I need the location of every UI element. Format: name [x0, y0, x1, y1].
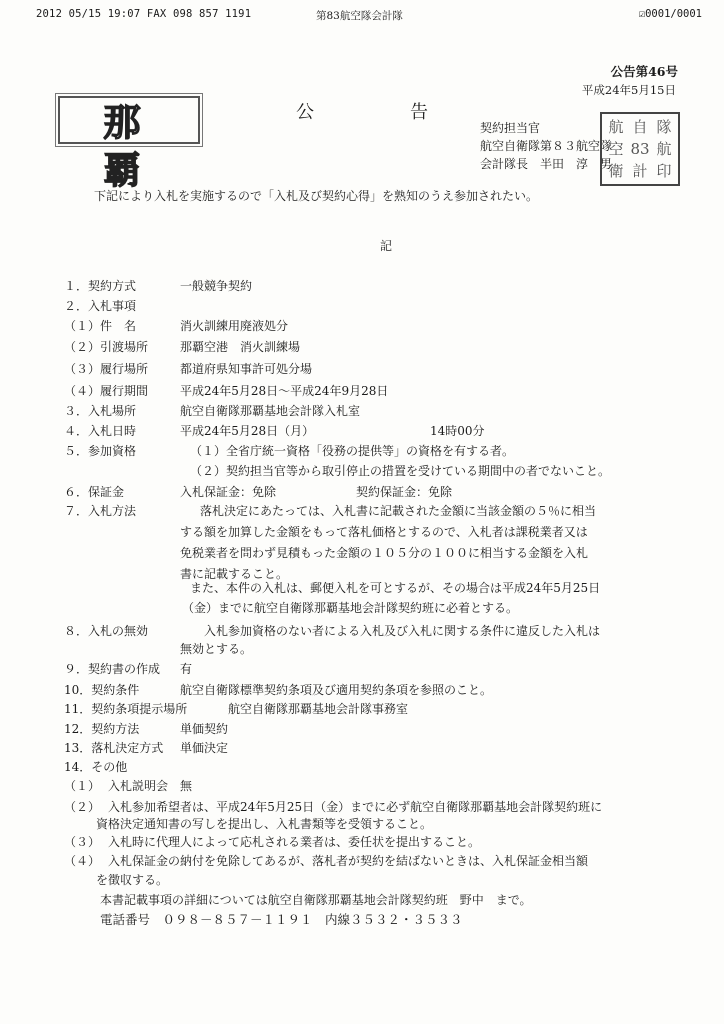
item-11-label: 11．契約条項提示場所 [64, 702, 188, 716]
item-11-value: 航空自衛隊那覇基地会計隊事務室 [228, 702, 409, 716]
item-7-line-1: 落札決定にあたっては、入札書に記載された金額に当該金額の５％に相当 [200, 504, 597, 518]
intro-text: 下記により入札を実施するので「入札及び契約心得」を熟知のうえ参加されたい。 [94, 189, 539, 203]
item-12-value: 単価契約 [180, 722, 229, 736]
item-1-value: 一般競争契約 [180, 279, 253, 293]
other-4-label: （４） [64, 854, 101, 868]
ki-heading: 記 [380, 239, 393, 253]
item-7-line-5: また、本件の入札は、郵便入札を可とするが、その場合は平成24年5月25日 [190, 581, 601, 595]
item-2-1-label: （１）件 名 [64, 319, 137, 333]
item-1-label: １．契約方式 [64, 279, 137, 293]
item-8-label: ８．入札の無効 [64, 624, 149, 638]
item-14-label: 14．その他 [64, 760, 128, 774]
other-4-line-1: 入札保証金の納付を免除してあるが、落札者が契約を結ばないときは、入札保証金相当額 [108, 854, 589, 868]
official-seal: 航 自 隊 空 83 航 衛 計 印 [600, 112, 680, 186]
official-name: 会計隊長 半田 淳 男 [480, 157, 613, 171]
official-organization: 航空自衛隊第８３航空隊 [480, 139, 613, 153]
other-1-text: 入札説明会 無 [108, 779, 193, 793]
item-6-value-1: 入札保証金：免除 [180, 485, 277, 499]
other-1-label: （１） [64, 779, 101, 793]
item-9-value: 有 [180, 662, 193, 676]
other-3-label: （３） [64, 835, 101, 849]
item-7-line-3: 免税業者を問わず見積もった金額の１０５分の１００に相当する金額を入札 [180, 546, 589, 560]
item-4-time: 14時00分 [430, 424, 485, 438]
item-4-label: ４．入札日時 [64, 424, 137, 438]
item-2-4-value: 平成24年5月28日～平成24年9月28日 [180, 384, 389, 398]
page-title: 公告 [296, 102, 524, 123]
item-2-3-value: 都道府県知事許可処分場 [180, 362, 313, 376]
item-10-label: 10．契約条件 [64, 683, 140, 697]
item-7-line-6: （金）までに航空自衛隊那覇基地会計隊契約班に必着とする。 [182, 601, 519, 615]
other-2-line-2: 資格決定通知書の写しを提出し、入札書類等を受領すること。 [96, 817, 433, 831]
contact-text: 本書記載事項の詳細については航空自衛隊那覇基地会計隊契約班 野中 まで。 [100, 893, 532, 907]
phone-number: 電話番号 ０９８－８５７－１１９１ 内線３５３２・３５３３ [100, 912, 463, 927]
notice-number: 公告第46号 [610, 64, 678, 79]
item-5-line-1: （１）全省庁統一資格「役務の提供等」の資格を有する者。 [190, 444, 515, 458]
naha-stamp: 那覇 [58, 96, 200, 144]
item-13-label: 13．落札決定方式 [64, 741, 164, 755]
fax-sender: 第83航空隊会計隊 [316, 10, 403, 22]
other-3-text: 入札時に代理人によって応札される業者は、委任状を提出すること。 [108, 835, 481, 849]
item-2-label: ２．入札事項 [64, 299, 137, 313]
notice-date: 平成24年5月15日 [581, 83, 676, 97]
contracting-official [480, 119, 612, 173]
item-7-line-2: する額を加算した金額をもって落札価格とするので、入札者は課税業者又は [180, 525, 588, 539]
item-4-value: 平成24年5月28日（月） [180, 424, 315, 438]
item-5-label: ５．参加資格 [64, 444, 137, 458]
item-12-label: 12．契約方法 [64, 722, 140, 736]
item-2-2-value: 那覇空港 消火訓練場 [180, 340, 301, 354]
item-2-3-label: （３）履行場所 [64, 362, 149, 376]
item-6-value-2: 契約保証金：免除 [356, 485, 453, 499]
item-5-line-2: （２）契約担当官等から取引停止の措置を受けている期間中の者でないこと。 [190, 464, 611, 478]
item-3-label: ３．入札場所 [64, 404, 137, 418]
fax-header [36, 8, 702, 24]
fax-transmission-line: 2012 05/15 19:07 FAX 098 857 1191 [36, 8, 252, 20]
item-10-value: 航空自衛隊標準契約条項及び適用契約条項を参照のこと。 [180, 683, 493, 697]
item-2-4-label: （４）履行期間 [64, 384, 149, 398]
item-8-line-2: 無効とする。 [180, 642, 253, 656]
item-8-line-1: 入札参加資格のない者による入札及び入札に関する条件に違反した入札は [204, 624, 601, 638]
item-7-line-4: 書に記載すること。 [180, 567, 289, 581]
item-3-value: 航空自衛隊那覇基地会計隊入札室 [180, 404, 361, 418]
item-2-2-label: （２）引渡場所 [64, 340, 149, 354]
other-2-line-1: 入札参加希望者は、平成24年5月25日（金）までに必ず航空自衛隊那覇基地会計隊契約班に [108, 800, 603, 814]
other-2-label: （２） [64, 800, 101, 814]
item-6-label: ６．保証金 [64, 485, 125, 499]
item-9-label: ９．契約書の作成 [64, 662, 161, 676]
official-role: 契約担当官 [480, 121, 541, 135]
item-2-1-value: 消火訓練用廃液処分 [180, 319, 289, 333]
item-7-label: ７．入札方法 [64, 504, 137, 518]
fax-page-count: ☑0001/0001 [638, 8, 702, 20]
other-4-line-2: を徴収する。 [96, 873, 169, 887]
item-13-value: 単価決定 [180, 741, 229, 755]
